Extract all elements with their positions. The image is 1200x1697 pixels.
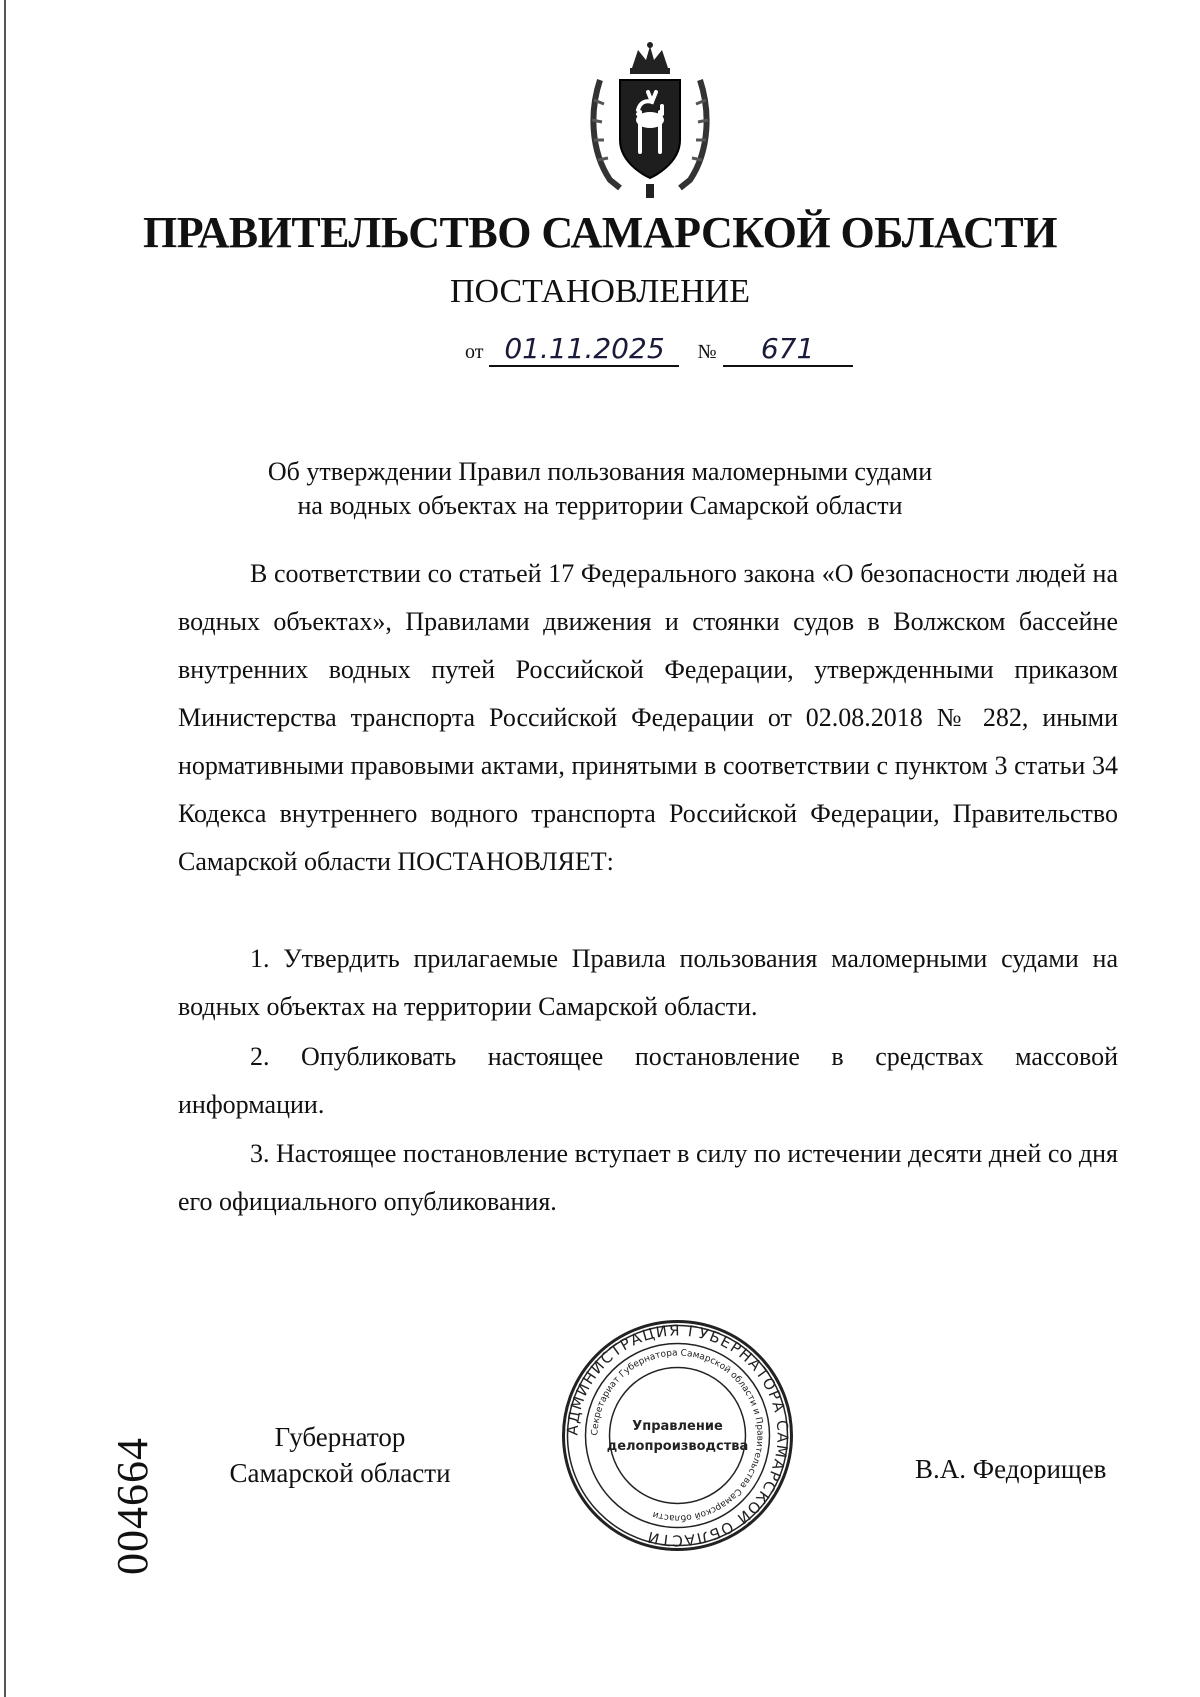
subject-line: Об утверждении Правил пользования маломерными судами — [267, 457, 933, 486]
stamp-outer-text: АДМИНИСТРАЦИЯ ГУБЕРНАТОРА САМАРСКОЙ ОБЛАСТИ — [563, 1321, 792, 1550]
document-type: ПОСТАНОВЛЕНИЕ — [449, 273, 751, 310]
preamble-paragraph: В соответствии со статьей 17 Федерального закона «О безопасности людей на водных объектах», Правилами движения и стоянки судов в Волжском бассейне внутренних водных путей Российской Федерации, утвержденными приказом Министерства транспорта Российской Федерации от 02.08.2018 № 282, иными нормативными правовыми актами, принятыми в соответствии с пунктом 3 статьи 34 Кодекса внутреннего водного транспорта Российской Федерации, Правительство Самарской области ПОСТАНОВЛЯЕТ: — [178, 559, 1118, 876]
subject-line: на водных объектах на территории Самарской области — [297, 491, 903, 520]
signatory-name: В.А. Федорищев — [915, 1454, 1107, 1484]
registration-number: 004664 — [108, 1437, 157, 1575]
clause-3: 3. Настоящее постановление вступает в силу по истечении десяти дней со дня его официального опубликования. — [178, 1139, 1118, 1216]
number-prefix: № — [697, 341, 717, 363]
date-prefix: от — [465, 341, 484, 363]
signatory-title-line: Самарской области — [229, 1458, 451, 1488]
samara-coat-of-arms-icon — [580, 40, 720, 200]
stamp-center-line: делопроизводства — [606, 1439, 749, 1454]
document-subject — [0, 455, 1200, 523]
organization-title: ПРАВИТЕЛЬСТВО САМАРСКОЙ ОБЛАСТИ — [143, 208, 1057, 257]
number-value: 671 — [723, 332, 853, 367]
signatory-title-line: Губернатор — [274, 1422, 406, 1452]
date-value: 01.11.2025 — [489, 332, 679, 367]
signatory-title — [210, 1419, 470, 1491]
date-number-line — [465, 332, 853, 368]
clause-1: 1. Утвердить прилагаемые Правила пользования маломерными судами на водных объектах на территории Самарской области. — [178, 944, 1118, 1021]
clause-2: 2. Опубликовать настоящее постановление в средствах массовой информации. — [178, 1042, 1118, 1119]
stamp-inner-text: Секретариат Губернатора Самарской области и Правительства Самарской области — [590, 1348, 765, 1523]
stamp-center-line: Управление — [632, 1419, 723, 1434]
official-stamp — [560, 1318, 795, 1553]
svg-text:Секретариат Губернатора Самарс — [590, 1348, 764, 1522]
